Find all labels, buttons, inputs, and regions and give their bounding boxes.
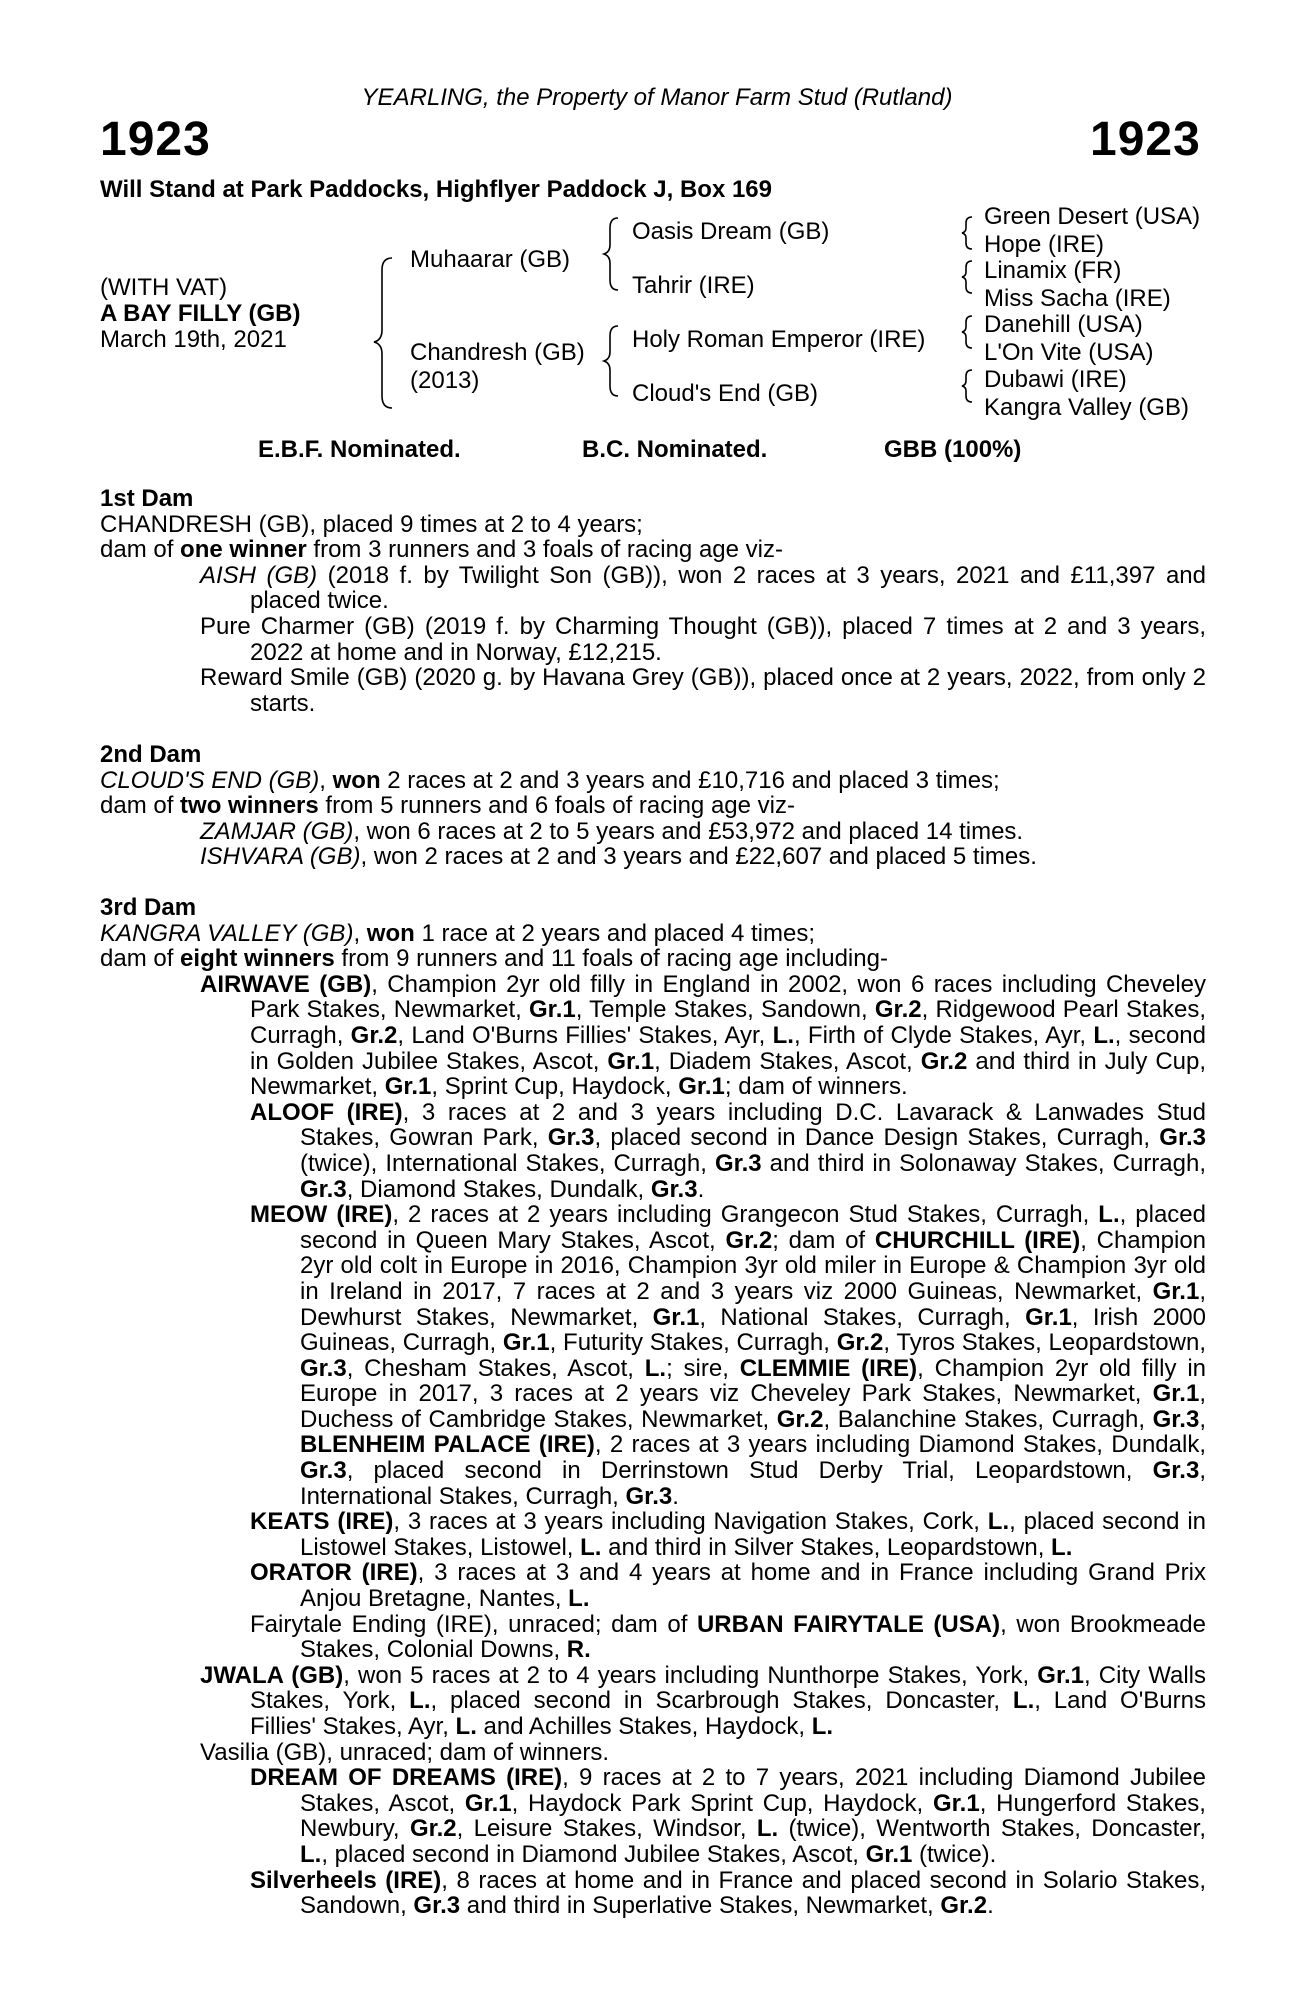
second-dam-produce-summary: dam of two winners from 5 runners and 6 foals of racing age viz- (100, 792, 795, 820)
foaling-date: March 19th, 2021 (100, 326, 287, 353)
sire: Muhaarar (GB) (410, 246, 571, 273)
produce-entry: ISHVARA (GB), won 2 races at 2 and 3 years and £22,607 and placed 5 times. (200, 843, 1037, 871)
gen3-ancestor: Danehill (USA) (984, 311, 1143, 338)
gen3-ancestor: Miss Sacha (IRE) (984, 285, 1171, 312)
produce-entry-airwave: AIRWAVE (GB), Champion 2yr old filly in England in 2002, won 6 races including Cheveley Park Stakes, Newmarket, Gr.1, Temple Stakes, Sandown, Gr.2, Ridgewood Pearl Stakes, Curragh, Gr.2, Land O'Burns Fillies' Stakes, Ayr, L., Firth of Clyde Stakes, Ayr, L., second in Golden Jubilee Stakes, Ascot, Gr.1, Diadem Stakes, Ascot, Gr.2 and third in July Cup, Newmarket, Gr.1, Sprint Cup, Haydock, Gr.1; dam of winners. (200, 970, 1207, 1101)
dam-of-sire: Tahrir (IRE) (632, 272, 755, 299)
second-dam-heading: 2nd Dam (100, 741, 202, 768)
produce-entry-meow: MEOW (IRE), 2 races at 2 years including Grangecon Stud Stakes, Curragh, L., placed second in Queen Mary Stakes, Ascot, Gr.2; dam of CHURCHILL (IRE), Champion 2yr old colt in Europe in 2016, Champion 3yr old miler in Europe & Champion 3yr old in Ireland in 2017, 7 races at 2 and 3 years viz 2000 Guineas, Newmarket, Gr.1, Dewhurst Stakes, Newmarket, Gr.1, National Stakes, Curragh, Gr.1, Irish 2000 Guineas, Curragh, Gr.1, Futurity Stakes, Curragh, Gr.2, Tyros Stakes, Leopardstown, Gr.3, Chesham Stakes, Ascot, L.; sire, CLEMMIE (IRE), Champion 2yr old filly in Europe in 2017, 3 races at 2 years viz Cheveley Park Stakes, Newmarket, Gr.1, Duchess of Cambridge Stakes, Newmarket, Gr.2, Balanchine Stakes, Curragh, Gr.3, BLENHEIM PALACE (IRE), 2 races at 3 years including Diamond Stakes, Dundalk, Gr.3, placed second in Derrinstown Stud Derby Trial, Leopardstown, Gr.3, International Stakes, Curragh, Gr.3. (250, 1201, 1207, 1510)
third-dam-produce-summary: dam of eight winners from 9 runners and 11 foals of racing age including- (100, 945, 888, 973)
vat-note: (WITH VAT) (100, 274, 228, 301)
dam: Chandresh (GB) (410, 339, 585, 366)
produce-entry-fairytale: Fairytale Ending (IRE), unraced; dam of URBAN FAIRYTALE (USA), won Brookmeade Stakes, Colonial Downs, R. (250, 1610, 1206, 1664)
gen3-ancestor: Green Desert (USA) (984, 203, 1201, 230)
second-dam-summary: CLOUD'S END (GB), won 2 races at 2 and 3 years and £10,716 and placed 3 times; (100, 766, 1000, 794)
third-dam-section (100, 895, 1206, 1919)
produce-entry-orator: ORATOR (IRE), 3 races at 3 and 4 years at home and in France including Grand Prix Anjou Bretagne, Nantes, L. (250, 1559, 1207, 1613)
gen3-ancestor: Kangra Valley (GB) (984, 394, 1189, 421)
sale-header: YEARLING, the Property of Manor Farm Stud (Rutland) (361, 84, 953, 111)
second-dam-section (100, 742, 1206, 870)
lot-number-left: 1923 (100, 113, 211, 166)
produce-entry-aloof: ALOOF (IRE), 3 races at 2 and 3 years including D.C. Lavarack & Lanwades Stud Stakes, Gowran Park, Gr.3, placed second in Dance Design Stakes, Curragh, Gr.3 (twice), International Stakes, Curragh, Gr.3 and third in Solonaway Stakes, Curragh, Gr.3, Diamond Stakes, Dundalk, Gr.3. (250, 1098, 1207, 1203)
produce-entry-silverheels: Silverheels (IRE), 8 races at home and in France and placed second in Solario Stakes, Sandown, Gr.3 and third in Superlative Stakes, Newmarket, Gr.2. (250, 1866, 1206, 1920)
sire-of-sire: Oasis Dream (GB) (632, 218, 830, 245)
bc-nomination: B.C. Nominated. (582, 436, 768, 463)
stand-location: Will Stand at Park Paddocks, Highflyer Paddock J, Box 169 (100, 176, 772, 203)
first-dam-heading: 1st Dam (100, 485, 194, 512)
sire-of-dam: Holy Roman Emperor (IRE) (632, 326, 926, 353)
first-dam-produce-summary: dam of one winner from 3 runners and 3 foals of racing age viz- (100, 536, 783, 564)
first-dam-summary: CHANDRESH (GB), placed 9 times at 2 to 4 years; (100, 510, 643, 538)
gen3-ancestor: Linamix (FR) (984, 257, 1122, 284)
third-dam-heading: 3rd Dam (100, 894, 197, 921)
lot-number-right: 1923 (1090, 113, 1201, 166)
produce-entry-dream-of-dreams: DREAM OF DREAMS (IRE), 9 races at 2 to 7 years, 2021 including Diamond Jubilee Stakes, Ascot, Gr.1, Haydock Park Sprint Cup, Haydock, Gr.1, Hungerford Stakes, Newbury, Gr.2, Leisure Stakes, Windsor, L. (twice), Wentworth Stakes, Doncaster, L., placed second in Diamond Jubilee Stakes, Ascot, Gr.1 (twice). (250, 1764, 1206, 1868)
produce-entry: ZAMJAR (GB), won 6 races at 2 to 5 years and £53,972 and placed 14 times. (200, 817, 1024, 845)
produce-entry: AISH (GB) (2018 f. by Twilight Son (GB)), won 2 races at 3 years, 2021 and £11,397 and placed twice. (200, 561, 1206, 615)
dam-of-dam: Cloud's End (GB) (632, 380, 818, 407)
first-dam-section (100, 486, 1206, 716)
produce-entry-jwala: JWALA (GB), won 5 races at 2 to 4 years including Nunthorpe Stakes, York, Gr.1, City Walls Stakes, York, L., placed second in Scarbrough Stakes, Doncaster, L., Land O'Burns Fillies' Stakes, Ayr, L. and Achilles Stakes, Haydock, L. (200, 1661, 1207, 1740)
ebf-nomination: E.B.F. Nominated. (258, 436, 461, 463)
produce-entry: Reward Smile (GB) (2020 g. by Havana Grey (GB)), placed once at 2 years, 2022, from only 2 starts. (200, 664, 1206, 717)
produce-entry-vasilia: Vasilia (GB), unraced; dam of winners. (200, 1738, 610, 1766)
third-dam-summary: KANGRA VALLEY (GB), won 1 race at 2 years and placed 4 times; (100, 919, 815, 947)
gbb-status: GBB (100%) (884, 436, 1022, 463)
dam-year: (2013) (410, 367, 480, 394)
produce-entry-keats: KEATS (IRE), 3 races at 3 years including Navigation Stakes, Cork, L., placed second in Listowel Stakes, Listowel, L. and third in Silver Stakes, Leopardstown, L. (250, 1508, 1207, 1561)
gen3-ancestor: Hope (IRE) (984, 231, 1105, 258)
gen3-ancestor: Dubawi (IRE) (984, 366, 1127, 393)
produce-entry: Pure Charmer (GB) (2019 f. by Charming Thought (GB)), placed 7 times at 2 and 3 years, 2022 at home and in Norway, £12,215. (200, 612, 1206, 666)
horse-name: A BAY FILLY (GB) (100, 300, 301, 327)
gen3-ancestor: L'On Vite (USA) (984, 339, 1154, 366)
